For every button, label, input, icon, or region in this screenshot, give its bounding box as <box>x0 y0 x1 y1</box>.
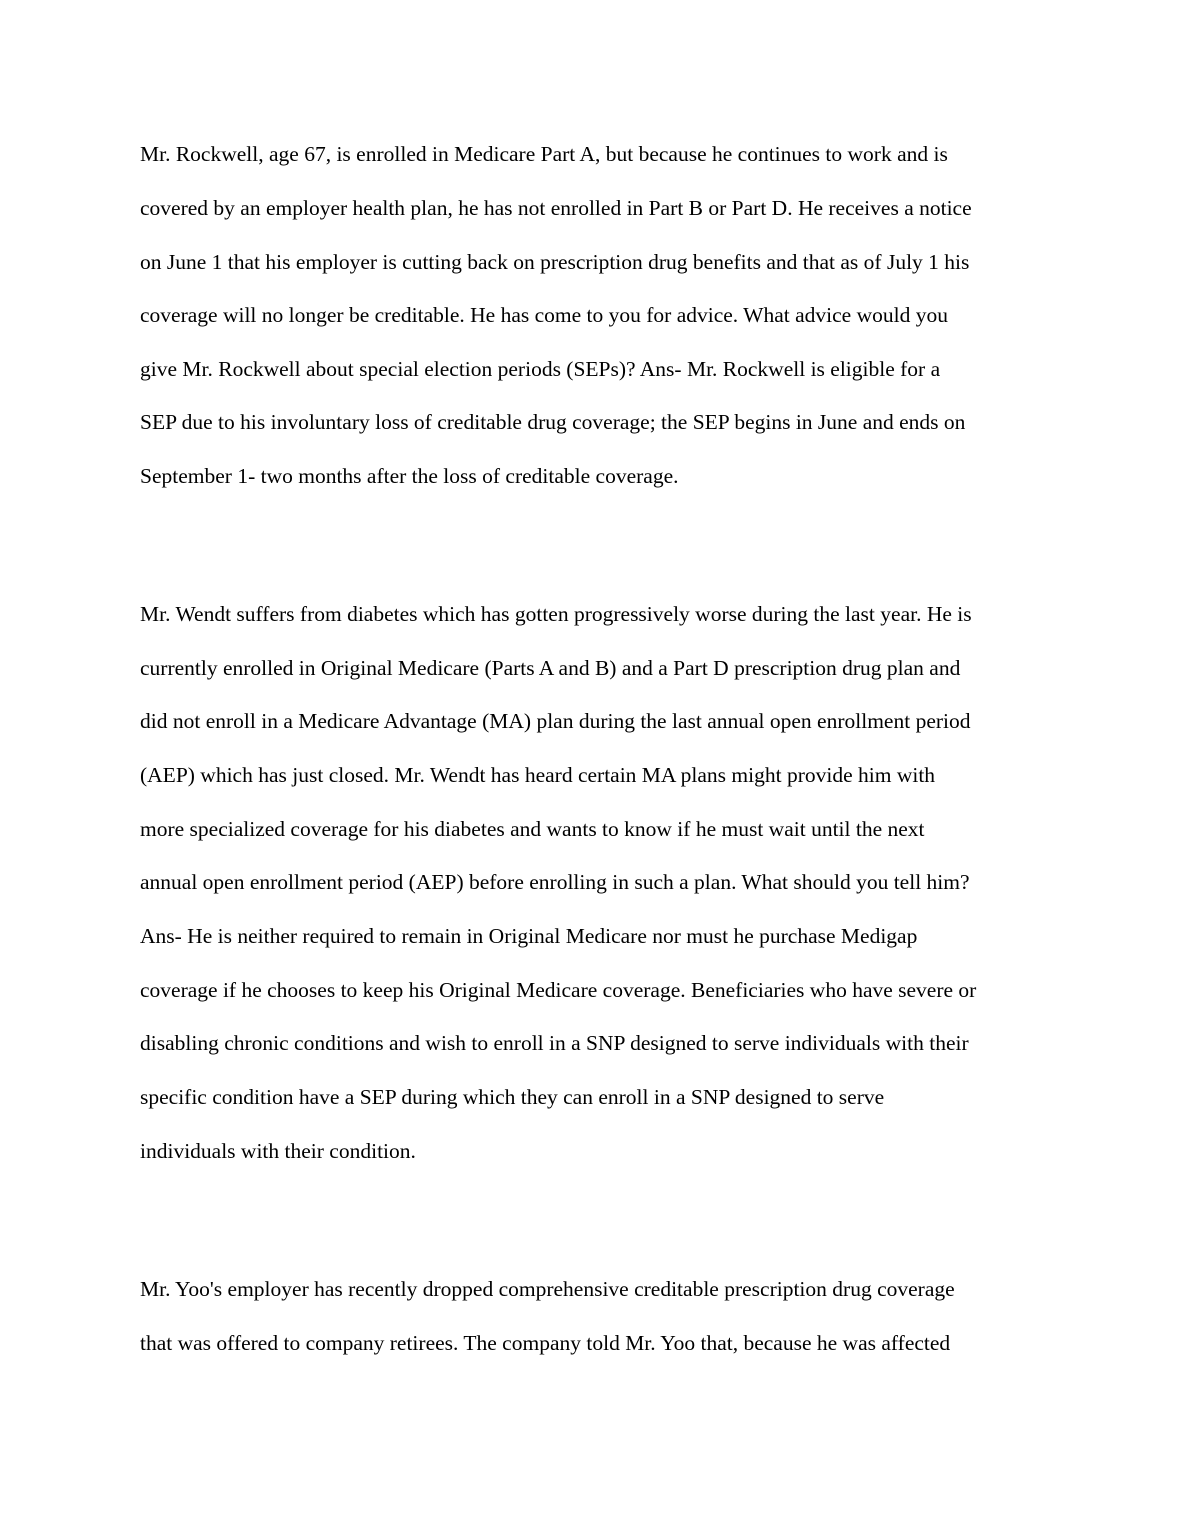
text-line: individuals with their condition. <box>140 1139 416 1163</box>
text-line: give Mr. Rockwell about special election periods (SEPs)? Ans- Mr. Rockwell is eligible for a <box>140 357 941 381</box>
text-line: currently enrolled in Original Medicare (Parts A and B) and a Part D prescription drug plan and <box>140 656 961 680</box>
text-line: specific condition have a SEP during which they can enroll in a SNP designed to serve <box>140 1085 885 1109</box>
text-line: that was offered to company retirees. The company told Mr. Yoo that, because he was affected <box>140 1331 951 1355</box>
text-line: on June 1 that his employer is cutting back on prescription drug benefits and that as of July 1 his <box>140 250 970 274</box>
text-line: (AEP) which has just closed. Mr. Wendt has heard certain MA plans might provide him with <box>140 763 936 787</box>
text-line: Ans- He is neither required to remain in Original Medicare nor must he purchase Medigap <box>140 924 918 948</box>
text-line: coverage will no longer be creditable. He has come to you for advice. What advice would you <box>140 303 948 327</box>
text-line: disabling chronic conditions and wish to enroll in a SNP designed to serve individuals with their <box>140 1031 969 1055</box>
text-line: Mr. Wendt suffers from diabetes which has gotten progressively worse during the last year. He is <box>140 602 972 626</box>
text-line: annual open enrollment period (AEP) before enrolling in such a plan. What should you tell him? <box>140 870 970 894</box>
text-line: Mr. Yoo's employer has recently dropped comprehensive creditable prescription drug coverage <box>140 1277 955 1301</box>
text-line: Mr. Rockwell, age 67, is enrolled in Medicare Part A, but because he continues to work and is <box>140 142 948 166</box>
text-line: covered by an employer health plan, he has not enrolled in Part B or Part D. He receives a notice <box>140 196 972 220</box>
text-line: September 1- two months after the loss of creditable coverage. <box>140 464 679 488</box>
text-line: did not enroll in a Medicare Advantage (MA) plan during the last annual open enrollment period <box>140 709 971 733</box>
text-line: SEP due to his involuntary loss of creditable drug coverage; the SEP begins in June and ends on <box>140 410 966 434</box>
text-line: more specialized coverage for his diabetes and wants to know if he must wait until the next <box>140 817 925 841</box>
text-line: coverage if he chooses to keep his Original Medicare coverage. Beneficiaries who have severe or <box>140 978 977 1002</box>
